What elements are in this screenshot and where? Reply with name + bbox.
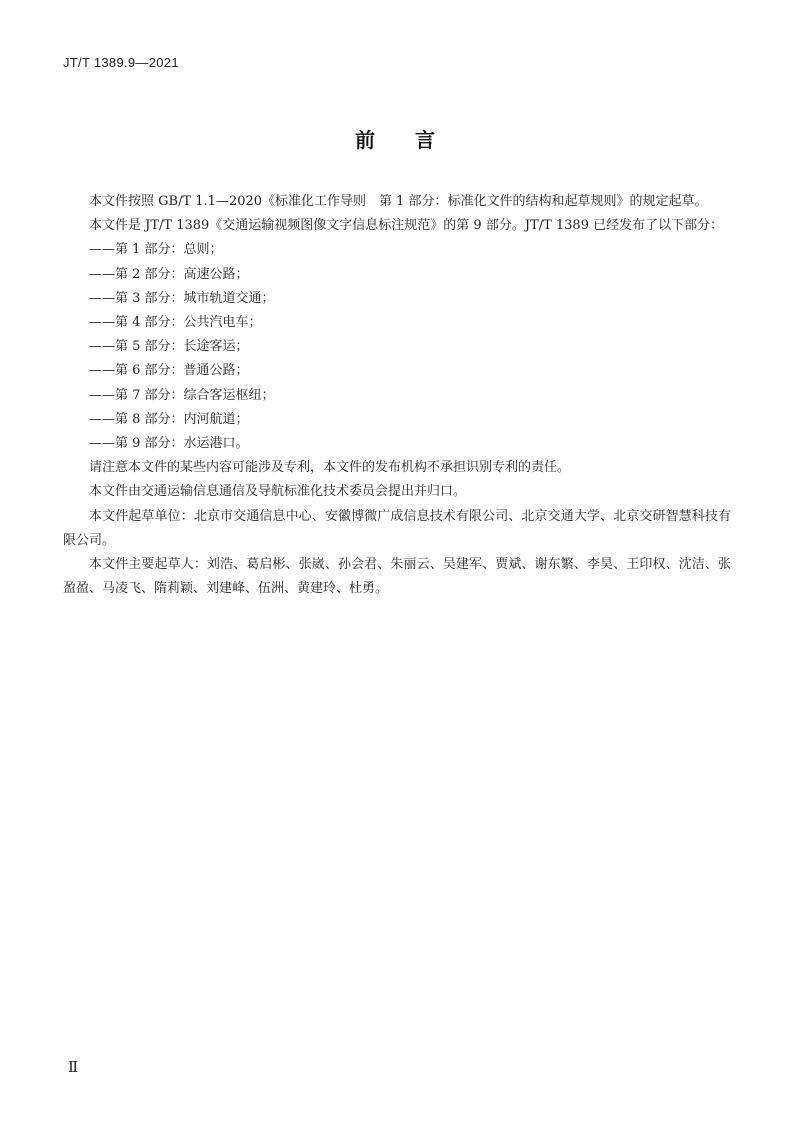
- list-item: ——第 3 部分：城市轨道交通；: [89, 290, 275, 306]
- document-code: JT/T 1389.9—2021: [63, 55, 179, 70]
- paragraph-patent-notice: 请注意本文件的某些内容可能涉及专利，本文件的发布机构不承担识别专利的责任。: [89, 460, 571, 476]
- page-title: [0, 124, 790, 153]
- list-item: ——第 4 部分：公共汽电车；: [89, 315, 262, 331]
- title-char-2: 言: [415, 128, 435, 152]
- page-number: Ⅱ: [68, 1060, 79, 1076]
- paragraph-drafting-rules: 本文件按照 GB/T 1.1—2020《标准化工作导则 第 1 部分：标准化文件的结构和起草规则》的规定起草。: [89, 194, 708, 209]
- foreword-body: [63, 190, 731, 601]
- paragraph-drafters: 本文件主要起草人：刘浩、葛启彬、张崴、孙会君、朱丽云、吴建军、贾斌、谢东繁、李昊、王印权、沈洁、张盈盈、马凌飞、隋莉颖、刘建峰、伍洲、黄建玲、杜勇。: [63, 557, 731, 597]
- list-item: ——第 5 部分：长途客运；: [89, 339, 249, 355]
- paragraph-series-intro: 本文件是 JT/T 1389《交通运输视频图像文字信息标注规范》的第 9 部分。JT/T 1389 已经发布了以下部分：: [89, 218, 724, 234]
- paragraph-drafting-units: 本文件起草单位：北京市交通信息中心、安徽博微广成信息技术有限公司、北京交通大学、北京交研智慧科技有限公司。: [63, 508, 731, 548]
- list-item: ——第 7 部分：综合客运枢纽；: [89, 387, 275, 403]
- parts-list: [63, 238, 731, 456]
- list-item: ——第 2 部分：高速公路；: [89, 266, 249, 282]
- title-char-1: 前: [355, 128, 375, 152]
- paragraph-committee: 本文件由交通运输信息通信及导航标准化技术委员会提出并归口。: [89, 484, 467, 500]
- list-item: ——第 6 部分：普通公路；: [89, 363, 249, 379]
- list-item: ——第 8 部分：内河航道；: [89, 411, 249, 427]
- list-item: ——第 1 部分：总则；: [89, 242, 223, 258]
- list-item: ——第 9 部分：水运港口。: [89, 436, 249, 452]
